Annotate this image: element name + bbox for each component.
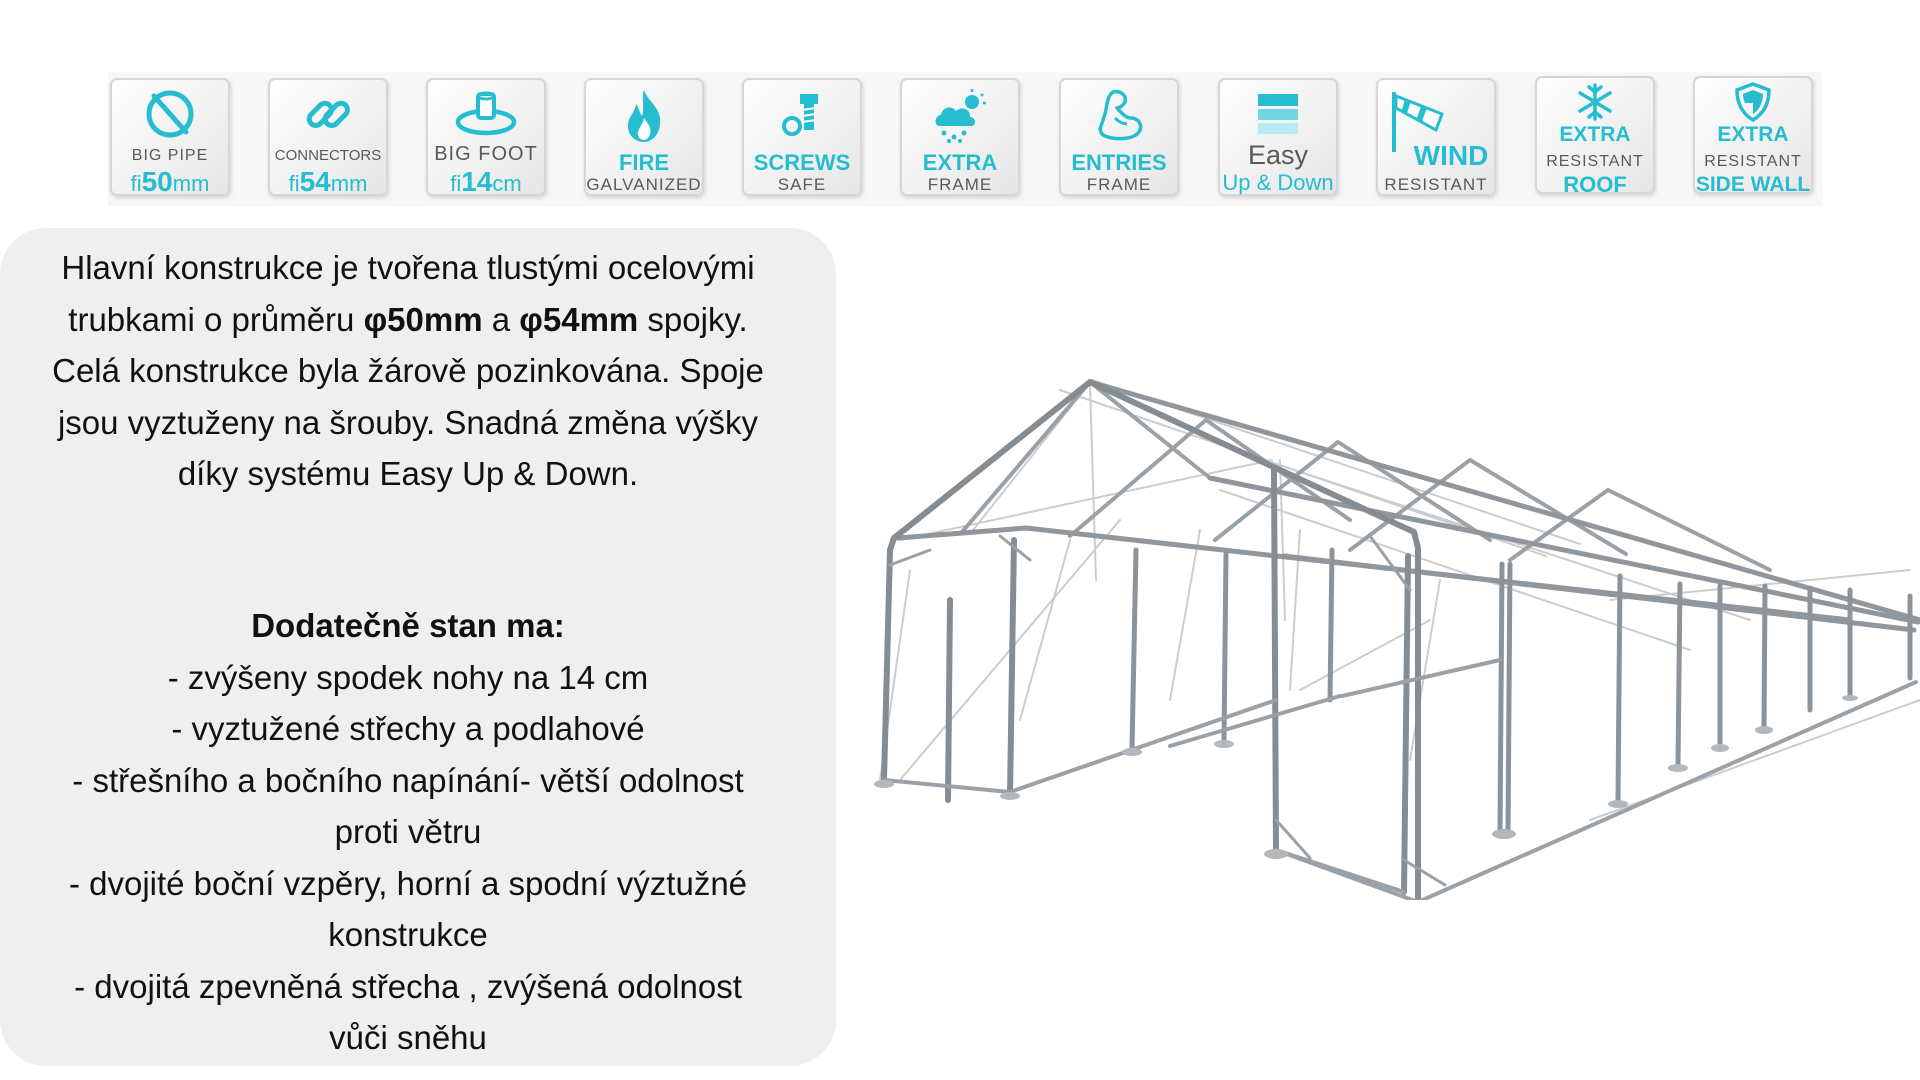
badge-resistant-side-wall [1693,76,1813,194]
badge-value: fi14cm [450,166,522,197]
stacked-layers-icon [1220,92,1336,144]
description-text: spojky. Celá konstrukce byla žárově pozinkována. Spoje jsou vyztuženy na šrouby. Snadná změna výšky díky systému Easy Up & Down. [52,300,764,492]
list-item: - střešního a bočního napínání- větší odolnost proti větru [72,761,744,850]
badge-sublabel: FRAME [927,175,993,194]
description-paragraph [44,242,772,500]
badge-fire [584,78,704,196]
tent-frame-illustration [870,360,1920,900]
badge-value: fi54mm [288,166,368,197]
badge-label: ENTRIES [1071,150,1167,175]
flame-icon [586,88,702,140]
badge-sublabel: GALVANIZED [586,175,702,194]
badge-label: CONNECTORS [274,147,382,164]
foot-base-icon [428,88,544,140]
badge-label: Easy [1247,140,1309,170]
badge-label: BIG FOOT [434,143,538,165]
badge-label-top: EXTRA [1559,123,1631,146]
badge-sublabel: SAFE [777,175,827,194]
connector-diameter-value: φ54mm [519,300,639,338]
extras-list [44,652,772,1064]
cloud-sun-snow-icon [902,88,1018,140]
description-text: Hlavní konstrukce je tvořena tlustými ocelovými trubkami o průměru [61,249,755,338]
badge-wind-resistant [1376,78,1496,196]
shield-icon [1695,82,1811,122]
badge-big-foot [426,78,546,196]
badge-value: fi50mm [130,166,210,197]
badge-sublabel: FRAME [1086,175,1152,194]
list-item: - dvojitá zpevněná střecha , zvýšená odolnost vůči sněhu [74,967,742,1056]
feature-badge-strip [108,72,1822,206]
badge-label: RESISTANT [1704,153,1802,170]
badge-extra-frame [900,78,1020,196]
extras-section [44,600,772,1064]
badge-label: BIG PIPE [131,147,209,164]
badge-connectors [268,78,388,196]
badge-entries [1059,78,1179,196]
list-item: - zvýšeny spodek nohy na 14 cm [167,658,649,696]
chain-link-icon [270,88,386,140]
badge-sublabel: ROOF [1563,172,1627,197]
badge-big-pipe [110,78,230,196]
badge-sublabel: RESISTANT [1384,175,1488,194]
pipe-diameter-icon [112,88,228,140]
badge-easy-up-down [1218,78,1338,196]
badge-label: EXTRA [922,150,998,175]
badge-label: SCREWS [753,150,851,175]
list-item: - dvojité boční vzpěry, horní a spodní výztužné konstrukce [68,864,748,953]
pipe-diameter-value: φ50mm [363,300,483,338]
list-item: - vyztužené střechy a podlahové [171,710,645,747]
description-panel [0,228,836,1066]
badge-label-top: EXTRA [1717,123,1789,146]
badge-screws [742,78,862,196]
badge-sublabel: SIDE WALL [1695,173,1811,196]
extras-title: Dodatečně stan ma: [251,607,565,644]
screw-bolt-icon [744,88,860,140]
badge-resistant-roof [1535,76,1655,197]
description-text: a [482,300,520,338]
flexed-arm-icon [1061,88,1177,140]
snowflake-icon [1537,82,1653,122]
tent-frame-drawing [870,360,1920,900]
badge-sublabel: Up & Down [1222,170,1334,195]
badge-label: FIRE [618,150,670,175]
badge-label: WIND [1413,140,1489,171]
badge-label: RESISTANT [1546,153,1644,170]
windsock-icon [1378,90,1494,142]
